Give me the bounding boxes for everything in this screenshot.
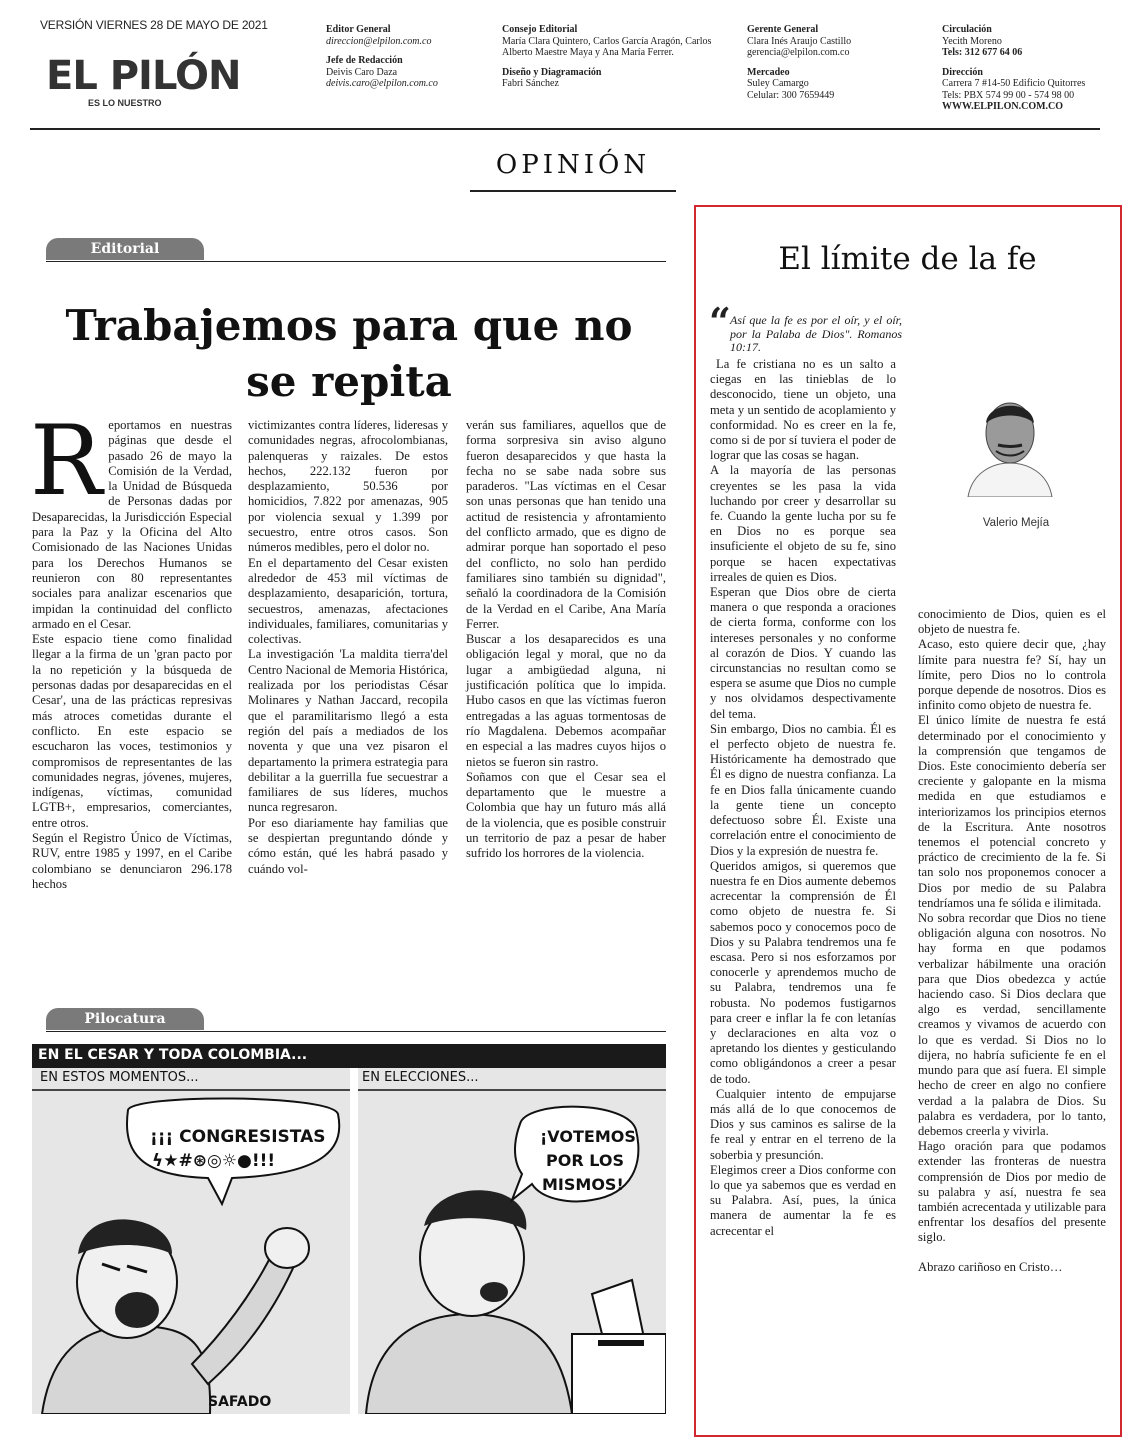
opinion-column-2 [918, 607, 1106, 1275]
editorial-column-1 [30, 405, 232, 892]
bubble-2-line-3: MISMOS! [542, 1175, 624, 1194]
paragraph: Buscar a los desaparecidos es una obligación legal y moral, que no da lugar a ambigüedad alguna, ni justificación política que lo impida. Hubo casos en que las víctimas fueron entregadas a las aguas tormentosas de río Magdalena. Debemos acompañar en especial a las madres cuyos hijos o nietos se fueron sin rastro. [466, 632, 666, 769]
paragraph: La investigación 'La maldita tierra'del Centro Nacional de Memoria Histórica, realizada por los periodistas César Molinares y Nathan Jaccard, recopila que el paramilitarismo llegó a esta región del país a mediados de los noventa y que una vez pisaron el departamento la primera estrategia para debilitar a la guerrilla fue secuestrar a familiares de sus líderes, muchos nunca regresaron. [248, 647, 448, 815]
paragraph: Elegimos creer a Dios conforme con lo que ya sabemos que es verdad en su Palabra. Así, pues, la única manera de aumentar la fe es acrecentar el [710, 1162, 896, 1238]
paragraph: Queridos amigos, si queremos que nuestra fe en Dios aumente debemos acrecentar la comprensión de Él como objeto de nuestra fe. Si sabemos poco y conocemos poco de Dios y su Palabra tendremos una fe escasa. Pero si nos esforzamos por conocerle y aprendemos mucho de su Palabra, tendremos una fe robusta. No podemos fustigarnos para creer e inflar la fe con letanías y declaraciones en alta voz o apretando los dientes y gesticulando como obligándonos a creer a pesar de todo. [710, 858, 896, 1086]
staff-name: Fabri Sánchez [502, 78, 559, 89]
bubble-1-line-2: ϟ★#⊛◎☼●!!! [152, 1151, 276, 1171]
editorial-column-3 [466, 418, 666, 862]
paragraph: A la mayoría de las personas creyentes se les pasa la vida luchando por creer y desarrollar su fe. Cuando la gente lucha por su fe en Dios no es porque sea insuficiente el objeto de su fe, sino porque se hacen expectativas irreales de quien es Dios. [710, 463, 896, 584]
voter-man-illustration [366, 1190, 666, 1414]
paragraph: En el departamento del Cesar existen alrededor de 453 mil víctimas de desplazamiento, desaparición, tortura, secuestros, amenazas, afectaciones individuales, familiares, comunitarias y colectivas. [248, 555, 448, 647]
section-title: OPINIÓN [470, 150, 676, 192]
author-photo [962, 387, 1058, 497]
staff-column-gerencia [747, 24, 917, 101]
bubble-1-line-1: ¡¡¡ CONGRESISTAS [150, 1127, 326, 1147]
political-cartoon [32, 1044, 666, 1414]
bubble-2-line-1: ¡VOTEMOS [540, 1127, 636, 1146]
cartoon-tab [46, 1008, 666, 1032]
staff-phone: Celular: 300 7659449 [747, 89, 835, 101]
editorial-tab [46, 238, 666, 262]
website-link[interactable]: WWW.ELPILON.COM.CO [942, 101, 1064, 112]
paragraph: verán sus familiares, aquellos que de forma sorpresiva sin aviso alguno fueron desaparecidos y que hasta la fecha no se sabe nada sobre sus paraderos. "Las víctimas en el Cesar son unas personas que han tenido una actitud de resistencia y afrontamiento del conflicto armado, que es digno de admirar porque han soportado el peso del conflicto, no solo han perdido familiares sino también su dignidad", señaló la coordinadora de la Comisión de la Verdad en el Caribe, Ana María Ferrer. [466, 418, 666, 631]
staff-role: Dirección [942, 66, 983, 78]
staff-phone: Tels: 312 677 64 06 [942, 47, 1023, 58]
staff-role: Editor General [326, 24, 391, 35]
paragraph: eportamos en nuestras páginas que desde el pasado 26 de mayo la Comisión de la Verdad, la Unidad de Búsqueda de Personas dadas por Desaparecidas, la Jurisdicción Especial para la Paz y la Oficina del Alto Comisionado de las Naciones Unidas para los Derechos Humanos se reunieron con 80 representantes sociales para analizar escenarios que impidan la continuidad del conflicto armado en el Cesar. [32, 418, 232, 631]
paragraph: Hago oración para que podamos extender las fronteras de nuestra comprensión de Dios por medio de su palabra y así, nuestra fe sea también acrecentada y utilizable para enfrentar los desafíos del presente siglo. [918, 1139, 1106, 1245]
cartoon-panel-1-label: EN ESTOS MOMENTOS... [40, 1070, 199, 1085]
staff-email[interactable]: deivis.caro@elpilon.com.co [326, 78, 438, 89]
opinion-column-1 [710, 357, 896, 1239]
newspaper-tagline: ES LO NUESTRO [88, 98, 162, 108]
cartoon-banner: EN EL CESAR Y TODA COLOMBIA... [32, 1044, 666, 1068]
paragraph: No sobra recordar que Dios no tiene obligación alguna con nosotros. No hay forma en que podamos verbalizar hábilmente una oración para que Dios obedezca y actúe haciendo caso. Si Dios declara que algo es verdad, sencillamente creamos y vivamos de acuerdo con lo que es verdad. Si Dios no lo dijera, no habría suficiente fe en el mundo para que así fuera. El simple hecho de creer en algo no confiere verdad a la palabra de Dios. Su palabra es verdadera, por lo tanto, debemos creerla y vivirla. [918, 911, 1106, 1138]
quote-mark-icon: “ [709, 299, 731, 344]
paragraph: Según el Registro Único de Víctimas, RUV, entre 1985 y 1997, en el Caribe colombiano se denunciaron 296.178 hechos [32, 831, 232, 891]
paragraph: La fe cristiana no es un salto a ciegas en las tinieblas de lo desconocido, tiene un objeto, una meta y un sentido de acoplamiento y conformidad. No es creer en la fe, como si de por sí tuviera el poder de lograr que las cosas se hagan. [710, 357, 896, 463]
staff-column-consejo [502, 24, 716, 90]
staff-email[interactable]: gerencia@elpilon.com.co [747, 47, 850, 58]
speech-bubble-1 [127, 1098, 339, 1204]
edition-date: VERSIÓN VIERNES 28 DE MAYO DE 2021 [40, 18, 268, 32]
masthead [30, 14, 1100, 130]
staff-role: Mercadeo [747, 66, 790, 78]
address: Carrera 7 #14-50 Edificio Quitorres [942, 78, 1086, 89]
staff-role: Diseño y Diagramación [502, 66, 602, 78]
cartoonist-signature: SAFADO [208, 1394, 272, 1410]
editorial-column-2 [248, 418, 448, 877]
staff-column-editor [326, 24, 486, 90]
cartoon-drawing [32, 1044, 666, 1414]
paragraph: victimizantes contra líderes, lideresas y comunidades negras, afrocolombianas, palenqueras y raizales. De estos hechos, 222.132 fueron por desplazamiento, 50.536 por homicidios, 7.822 por amenazas, 905 por violencia sexual y 1.399 por secuestro, entre otros casos. Son números medibles, pero el dolor no. [248, 418, 448, 555]
speech-bubble-2 [512, 1107, 638, 1202]
drop-cap: R [30, 405, 103, 517]
cartoon-panel-2-label: EN ELECCIONES... [362, 1070, 479, 1085]
staff-name: Clara Inés Araujo Castillo [747, 35, 852, 47]
staff-role: Gerente General [747, 24, 819, 35]
angry-man-illustration [42, 1219, 309, 1414]
staff-role: Circulación [942, 24, 992, 35]
paragraph: Sin embargo, Dios no cambia. Él es el perfecto objeto de nuestra fe. Históricamente ha demostrado que Él es digno de nuestra confianza. La fe en Dios falla únicamente cuando la gente tiene un concepto defectuoso sobre Él. Existe una correlación entre el conocimiento de Dios y la expresión de nuestra fe. [710, 721, 896, 858]
paragraph: Este espacio tiene como finalidad llegar a la firma de un 'gran pacto por la no repetición y la búsqueda de personas dadas por desaparecidas en el Cesar', una de las prácticas represivas más atroces cometidas durante el conflicto. En este espacio se escucharon las voces, testimonios y compromisos de representantes de las comunidades negras, jóvenes, mujeres, indígenas, víctimas, comunidad LGTB+, empresarios, comerciantes, entre otros. [32, 632, 232, 830]
staff-role: Jefe de Redacción [326, 55, 403, 66]
staff-name: María Clara Quintero, Carlos García Aragón, Carlos Alberto Maestre Maya y Ana María Ferrer. [502, 35, 712, 58]
paragraph: Acaso, esto quiere decir que, ¿hay límite para nuestra fe? Sí, hay un límite, pero Dios no lo controla porque depende de nosotros. Dios es infinito como objeto de nuestra fe. [918, 637, 1106, 713]
staff-name: Deivis Caro Daza [326, 66, 398, 78]
editorial-headline: Trabajemos para que no se repita [65, 301, 633, 406]
staff-name: Yecith Moreno [942, 35, 1002, 47]
staff-email[interactable]: direccion@elpilon.com.co [326, 35, 432, 47]
opinion-article [694, 205, 1122, 1437]
cartoon-tab-label: Pilocatura [46, 1008, 204, 1030]
staff-name: Suley Camargo [747, 78, 809, 89]
author-name: Valerio Mejía [982, 517, 1050, 529]
paragraph: conocimiento de Dios, quien es el objeto de nuestra fe. [918, 607, 1106, 637]
paragraph: Soñamos con que el Cesar sea el departamento que le muestre a Colombia que hay un futuro más allá de la violencia, que es posible construir un territorio de paz a pesar de haber sufrido los horrores de la violencia. [466, 769, 666, 861]
staff-role: Consejo Editorial [502, 24, 578, 35]
paragraph: Cualquier intento de empujarse más allá de lo que conocemos de Dios y sus caminos es salirse de la fe real y entrar en el terreno de la soberbia y presunción. [710, 1086, 896, 1162]
signoff: Abrazo cariñoso en Cristo… [918, 1259, 1063, 1274]
paragraph: Esperan que Dios obre de cierta manera o que responda a oraciones de cierta forma, conforme con los intereses personales y no conforme al corazón de Dios. Y cuando las circunstancias no resultan como se espera se asume que Dios no cumple y nos olvidamos despectivamente del tema. [710, 585, 896, 721]
staff-column-circulacion [942, 24, 1112, 113]
paragraph: Por eso diariamente hay familias que se despiertan preguntando dónde y cómo están, qué les habrá pasado y cuándo vol- [248, 815, 448, 876]
opinion-epigraph: Así que la fe es por el oír, y el oír, por la Palaba de Dios". Romanos 10:17. [730, 313, 902, 354]
staff-phone: Tels: PBX 574 99 00 - 574 98 00 [942, 89, 1075, 101]
editorial-tab-label: Editorial [46, 238, 204, 260]
bubble-2-line-2: POR LOS [546, 1151, 624, 1170]
opinion-title: El límite de la fe [778, 241, 1037, 277]
newspaper-logo[interactable]: EL PILÓN [46, 53, 241, 99]
paragraph: El único límite de nuestra fe está determinado por el conocimiento y la comprensión que tengamos de Dios. Este conocimiento debería ser creciente y galopante en la misma medida en que estudiamos e interiorizamos los principios eternos de la Escritura. Ante nosotros tenemos el potencial concreto y práctico de crecimiento de la fe. Si tan solo nos proponemos conocer a Dios por medio de su Palabra tendríamos una fe sólida e ilimitada. [918, 713, 1106, 910]
